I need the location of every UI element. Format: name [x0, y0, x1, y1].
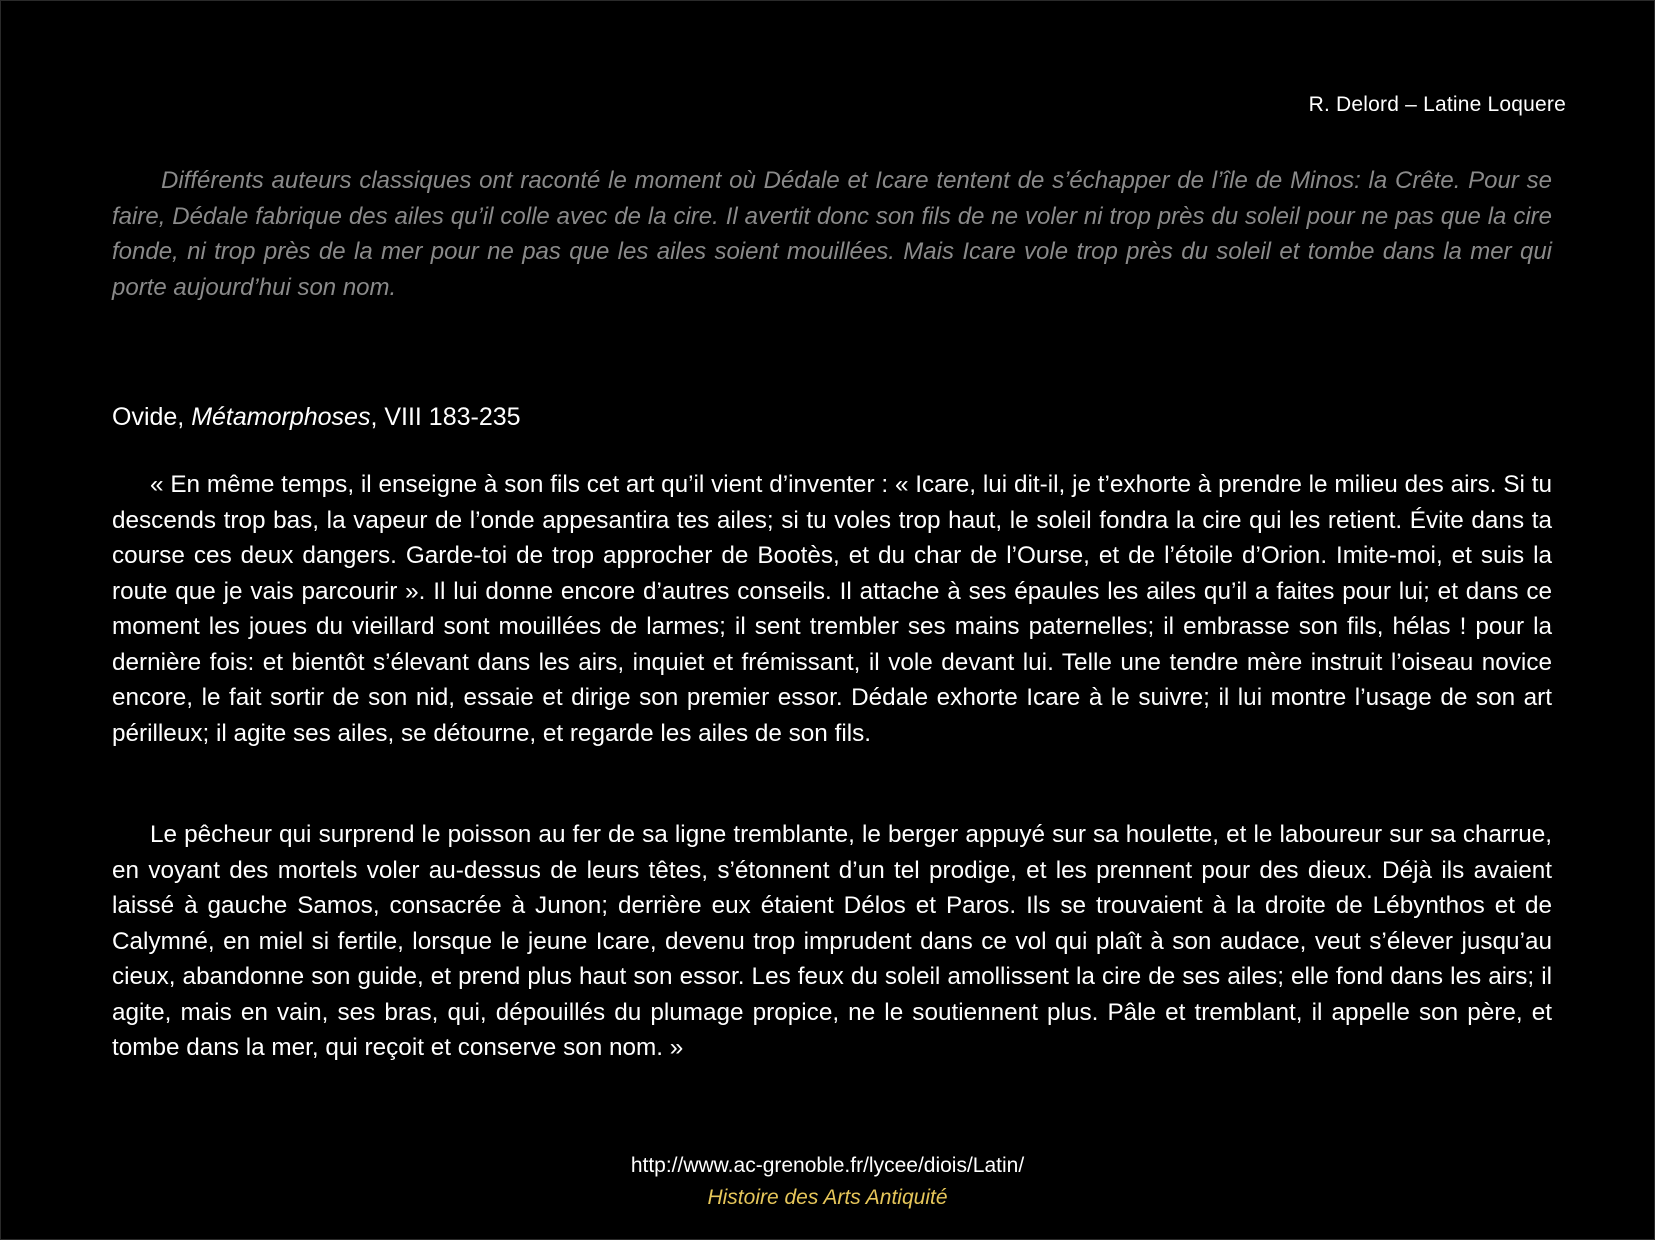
quote-paragraph-2: Le pêcheur qui surprend le poisson au fer de sa ligne tremblante, le berger appuyé sur sa houlette, et le laboureur sur sa charrue, en voyant des mortels voler au-dessus de leurs têtes, s’étonnent d’un tel prodige, et les prennent pour des dieux. Déjà ils avaient laissé à gauche Samos, consacrée à Junon; derrière eux étaient Délos et Paros. Ils se trouvaient à la droite de Lébynthos et de Calymné, en miel si fertile, lorsque le jeune Icare, devenu trop imprudent dans ce vol qui plaît à son audace, veut s’élever jusqu’au cieux, abandonne son guide, et prend plus haut son essor. Les feux du soleil amollissent la cire de ses ailes; elle fond dans les airs; il agite, mais en vain, ses bras, qui, dépouillés du plumage propice, ne le soutiennent plus. Pâle et tremblant, il appelle son père, et tombe dans la mer, qui reçoit et conserve son nom. » [112, 821, 1552, 1061]
footer-caption: Histoire des Arts Antiquité [707, 1186, 948, 1209]
author-credit: R. Delord – Latine Loquere [1308, 93, 1566, 116]
footer-url-link[interactable]: http://www.ac-grenoble.fr/lycee/diois/Latin/ [630, 1154, 1025, 1177]
source-author: Ovide, [112, 403, 192, 431]
source-reference: , VIII 183-235 [370, 403, 521, 431]
source-work-title: Métamorphoses [191, 403, 371, 431]
quote-paragraph-1: « En même temps, il enseigne à son fils cet art qu’il vient d’inventer : « Icare, lui dit-il, je t’exhorte à prendre le milieu des airs. Si tu descends trop bas, la vapeur de l’onde appesantira tes ailes; si tu voles trop haut, le soleil fondra la cire qui les retient. Évite dans ta course ces deux dangers. Garde-toi de trop approcher de Bootès, et du char de l’Ourse, et de l’étoile d’Orion. Imite-moi, et suis la route que je vais parcourir ». Il lui donne encore d’autres conseils. Il attache à ses épaules les ailes qu’il a faites pour lui; et dans ce moment les joues du vieillard sont mouillées de larmes; il sent trembler ses mains paternelles; il embrasse son fils, hélas ! pour la dernière fois: et bientôt s’élevant dans les airs, inquiet et frémissant, il vole devant lui. Telle une tendre mère instruit l’oiseau novice encore, le fait sortir de son nid, essaie et dirige son premier essor. Dédale exhorte Icare à le suivre; il lui montre l’usage de son art périlleux; il agite ses ailes, se détourne, et regarde les ailes de son fils. [112, 471, 1552, 747]
source-citation [112, 403, 521, 432]
intro-paragraph: Différents auteurs classiques ont raconté le moment où Dédale et Icare tentent de s’échapper de l’île de Minos: la Crête. Pour se faire, Dédale fabrique des ailes qu’il colle avec de la cire. Il avertit donc son fils de ne voler ni trop près du soleil pour ne pas que la cire fonde, ni trop près de la mer pour ne pas que les ailes soient mouillées. Mais Icare vole trop près du soleil et tombe dans la mer qui porte aujourd’hui son nom. [112, 167, 1552, 301]
